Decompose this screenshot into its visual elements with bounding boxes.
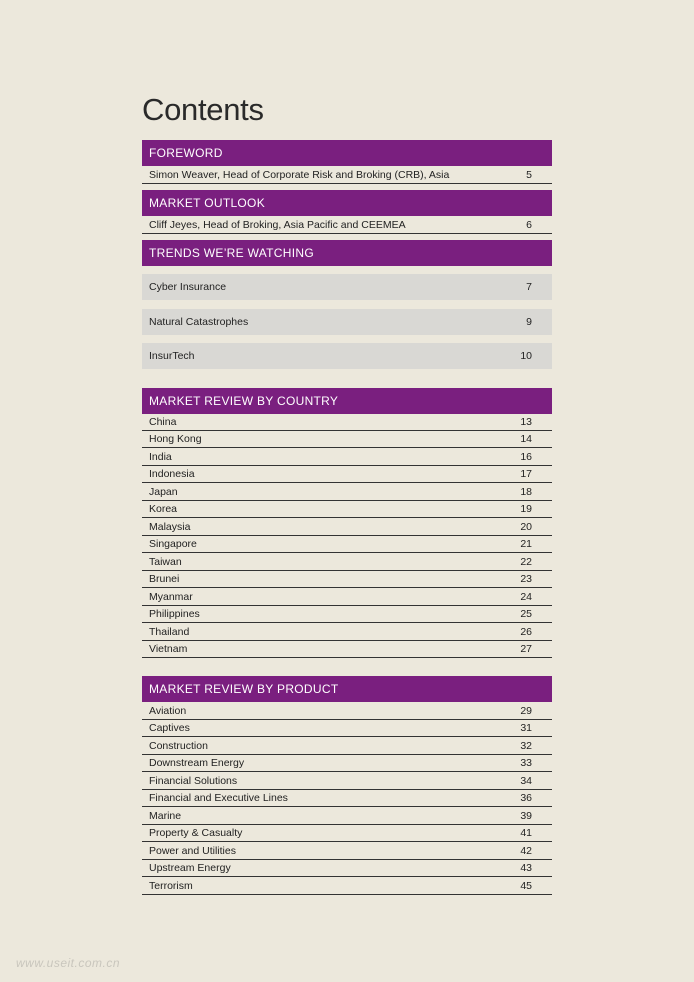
toc-entry-trend[interactable] bbox=[142, 274, 552, 300]
toc-entry-page: 5 bbox=[526, 168, 532, 181]
toc-entry-label: Thailand bbox=[149, 625, 190, 638]
toc-entry-label: China bbox=[149, 415, 177, 428]
toc-entry[interactable] bbox=[142, 738, 552, 755]
toc-entry[interactable] bbox=[142, 589, 552, 606]
toc-entry-page: 34 bbox=[520, 774, 532, 787]
toc-entry-page: 45 bbox=[520, 879, 532, 892]
toc-entry-label: Financial Solutions bbox=[149, 774, 238, 787]
toc-entry-label: Korea bbox=[149, 503, 178, 516]
toc-entry[interactable] bbox=[142, 449, 552, 466]
toc-entry-label: Philippines bbox=[149, 608, 200, 621]
toc-entry[interactable] bbox=[142, 878, 552, 895]
section-header-outlook: MARKET OUTLOOK bbox=[142, 190, 552, 216]
section-header-foreword: FOREWORD bbox=[142, 140, 552, 166]
toc-entry-trend[interactable] bbox=[142, 309, 552, 335]
toc-entry-page: 13 bbox=[520, 415, 532, 428]
toc-entry-page: 20 bbox=[520, 520, 532, 533]
toc-entry-label: Cliff Jeyes, Head of Broking, Asia Pacific and CEEMEA bbox=[149, 218, 406, 231]
toc-entry-foreword[interactable] bbox=[142, 166, 552, 184]
toc-entry-page: 21 bbox=[520, 538, 532, 551]
toc-entry[interactable] bbox=[142, 519, 552, 536]
page-title: Contents bbox=[142, 92, 264, 127]
toc-entry-page: 14 bbox=[520, 433, 532, 446]
toc-entry[interactable] bbox=[142, 773, 552, 790]
toc-entry-label: Taiwan bbox=[149, 555, 182, 568]
toc-entry-page: 36 bbox=[520, 792, 532, 805]
toc-entry-label: Marine bbox=[149, 809, 182, 822]
toc-entry[interactable] bbox=[142, 414, 552, 431]
toc-entry[interactable] bbox=[142, 756, 552, 773]
toc-entry-page: 9 bbox=[526, 316, 532, 328]
toc-entry-outlook[interactable] bbox=[142, 216, 552, 234]
toc-entry[interactable] bbox=[142, 624, 552, 641]
toc-entry-label: Japan bbox=[149, 485, 178, 498]
toc-entry-page: 6 bbox=[526, 218, 532, 231]
toc-entry-page: 19 bbox=[520, 503, 532, 516]
toc-entry-label: Singapore bbox=[149, 538, 197, 551]
toc-entry[interactable] bbox=[142, 642, 552, 659]
toc-entry-page: 16 bbox=[520, 450, 532, 463]
toc-entry-page: 26 bbox=[520, 625, 532, 638]
toc-entry-label: Myanmar bbox=[149, 590, 193, 603]
toc-entry-label: Downstream Energy bbox=[149, 757, 245, 770]
toc-entry-label: Cyber Insurance bbox=[149, 281, 227, 293]
toc-entry[interactable] bbox=[142, 537, 552, 554]
toc-entry-label: Malaysia bbox=[149, 520, 191, 533]
section-header-trends: TRENDS WE’RE WATCHING bbox=[142, 240, 552, 266]
toc-entry-page: 25 bbox=[520, 608, 532, 621]
section-header-product: MARKET REVIEW BY PRODUCT bbox=[142, 676, 552, 702]
toc-entry-page: 27 bbox=[520, 643, 532, 656]
toc-entry-page: 24 bbox=[520, 590, 532, 603]
toc-entry[interactable] bbox=[142, 572, 552, 589]
toc-entry-label: Simon Weaver, Head of Corporate Risk and Broking (CRB), Asia bbox=[149, 168, 450, 181]
toc-entry[interactable] bbox=[142, 484, 552, 501]
toc-entry-page: 41 bbox=[520, 827, 532, 840]
toc-entry-label: India bbox=[149, 450, 172, 463]
toc-entry-page: 32 bbox=[520, 739, 532, 752]
toc-entry-page: 43 bbox=[520, 862, 532, 875]
toc-entry-label: Captives bbox=[149, 722, 190, 735]
toc-entry[interactable] bbox=[142, 502, 552, 519]
toc-entry-page: 23 bbox=[520, 573, 532, 586]
toc-entry-label: Terrorism bbox=[149, 879, 193, 892]
toc-entry-label: Upstream Energy bbox=[149, 862, 231, 875]
watermark-text: www.useit.com.cn bbox=[16, 956, 121, 970]
toc-entry-page: 7 bbox=[526, 281, 532, 293]
toc-entry-page: 22 bbox=[520, 555, 532, 568]
toc-entry[interactable] bbox=[142, 467, 552, 484]
toc-entry-page: 17 bbox=[520, 468, 532, 481]
toc-entry-label: Natural Catastrophes bbox=[149, 316, 249, 328]
toc-entry[interactable] bbox=[142, 703, 552, 720]
toc-entry-page: 33 bbox=[520, 757, 532, 770]
toc-entry-label: Financial and Executive Lines bbox=[149, 792, 288, 805]
toc-entry[interactable] bbox=[142, 808, 552, 825]
toc-entry[interactable] bbox=[142, 791, 552, 808]
toc-entry-label: Aviation bbox=[149, 704, 187, 717]
toc-entry[interactable] bbox=[142, 826, 552, 843]
toc-entry[interactable] bbox=[142, 861, 552, 878]
toc-entry-page: 18 bbox=[520, 485, 532, 498]
toc-entry[interactable] bbox=[142, 432, 552, 449]
toc-entry-label: Brunei bbox=[149, 573, 180, 586]
toc-entry-label: Vietnam bbox=[149, 643, 188, 656]
toc-entry-label: Indonesia bbox=[149, 468, 195, 481]
toc-entry-page: 29 bbox=[520, 704, 532, 717]
toc-entry-page: 42 bbox=[520, 844, 532, 857]
section-header-country: MARKET REVIEW BY COUNTRY bbox=[142, 388, 552, 414]
toc-entry[interactable] bbox=[142, 843, 552, 860]
toc-entry[interactable] bbox=[142, 607, 552, 624]
toc-entry-page: 31 bbox=[520, 722, 532, 735]
toc-entry[interactable] bbox=[142, 554, 552, 571]
toc-entry-label: InsurTech bbox=[149, 350, 195, 362]
toc-entry-page: 39 bbox=[520, 809, 532, 822]
toc-entry-label: Construction bbox=[149, 739, 208, 752]
toc-entry-label: Property & Casualty bbox=[149, 827, 243, 840]
toc-entry-trend[interactable] bbox=[142, 343, 552, 369]
toc-entry-label: Hong Kong bbox=[149, 433, 202, 446]
toc-entry-page: 10 bbox=[520, 350, 532, 362]
toc-entry[interactable] bbox=[142, 721, 552, 738]
toc-entry-label: Power and Utilities bbox=[149, 844, 236, 857]
